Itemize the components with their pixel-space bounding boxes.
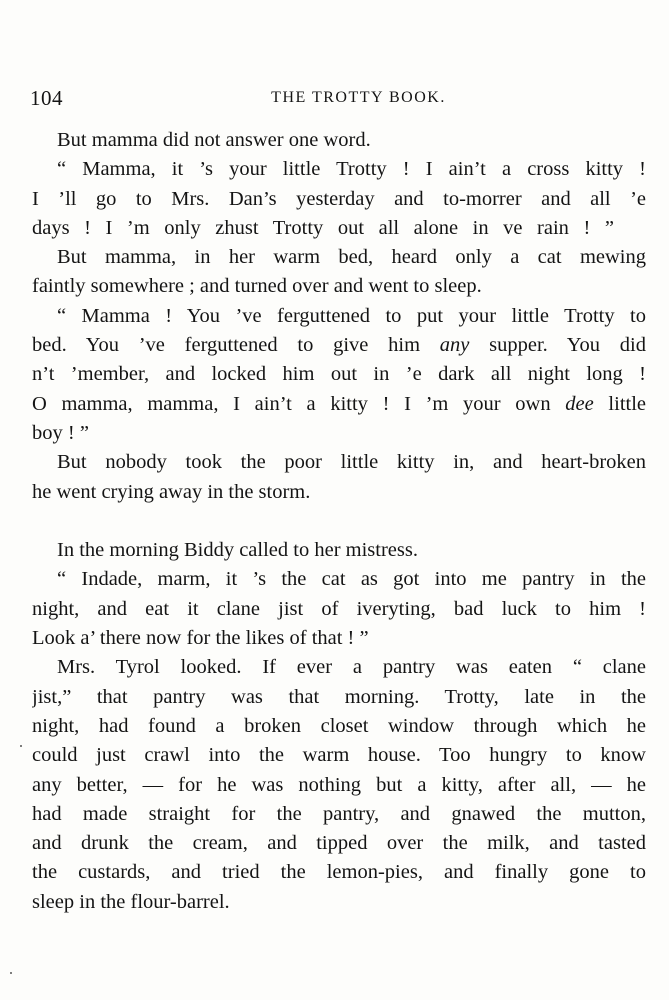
text-line bbox=[32, 331, 646, 360]
text-line: he went crying away in the storm. bbox=[32, 480, 311, 503]
paper-speck bbox=[10, 972, 12, 974]
text-segment: O mamma, mamma, I ain’t a kitty ! I ’m your own bbox=[32, 392, 566, 415]
text-line: had made straight for the pantry, and gnawed the mutton, bbox=[32, 802, 646, 825]
paper-speck bbox=[20, 745, 22, 747]
text-segment: little bbox=[593, 392, 646, 415]
text-line: But nobody took the poor little kitty in, and heart-broken bbox=[57, 451, 646, 474]
text-line: sleep in the flour-barrel. bbox=[32, 890, 230, 913]
text-line: n’t ’member, and locked him out in ’e dark all night long ! bbox=[32, 363, 646, 386]
text-segment: bed. You ’ve ferguttened to give him bbox=[32, 334, 440, 357]
page-header bbox=[30, 86, 647, 116]
running-head: THE TROTTY BOOK. bbox=[271, 89, 446, 106]
text-line: days ! I ’m only zhust Trotty out all alone in ve rain ! ” bbox=[32, 216, 614, 239]
text-line: night, and eat it clane jist of iveryting, bad luck to him ! bbox=[32, 597, 646, 620]
text-line: faintly somewhere ; and turned over and went to sleep. bbox=[32, 275, 482, 298]
page-number: 104 bbox=[30, 86, 63, 110]
text-line: Mrs. Tyrol looked. If ever a pantry was eaten “ clane bbox=[57, 656, 646, 679]
emphasis: any bbox=[439, 334, 470, 357]
text-line: jist,” that pantry was that morning. Trotty, late in the bbox=[32, 685, 646, 708]
text-line: any better, — for he was nothing but a kitty, after all, — he bbox=[32, 773, 646, 796]
text-line: In the morning Biddy called to her mistress. bbox=[57, 539, 418, 562]
section-break bbox=[32, 507, 646, 536]
text-line: the custards, and tried the lemon-pies, and finally gone to bbox=[32, 861, 646, 884]
text-line: Look a’ there now for the likes of that ! ” bbox=[32, 627, 369, 650]
text-line: boy ! ” bbox=[32, 421, 89, 444]
text-line: and drunk the cream, and tipped over the milk, and tasted bbox=[32, 832, 646, 855]
text-line: “ Mamma, it ’s your little Trotty ! I ain’t a cross kitty ! bbox=[57, 158, 646, 181]
text-line: But mamma did not answer one word. bbox=[57, 129, 371, 151]
text-line: “ Mamma ! You ’ve ferguttened to put your little Trotty to bbox=[57, 304, 646, 327]
text-line: night, had found a broken closet window through which he bbox=[32, 714, 646, 737]
body-text bbox=[32, 126, 646, 917]
text-line bbox=[32, 390, 646, 419]
text-segment: supper. You did bbox=[469, 334, 646, 357]
text-line: could just crawl into the warm house. Too hungry to know bbox=[32, 744, 646, 767]
text-line: But mamma, in her warm bed, heard only a cat mewing bbox=[57, 246, 646, 269]
text-line: I ’ll go to Mrs. Dan’s yesterday and to-morrer and all ’e bbox=[32, 187, 646, 210]
emphasis: dee bbox=[565, 392, 594, 415]
text-line: “ Indade, marm, it ’s the cat as got into me pantry in the bbox=[57, 568, 646, 591]
